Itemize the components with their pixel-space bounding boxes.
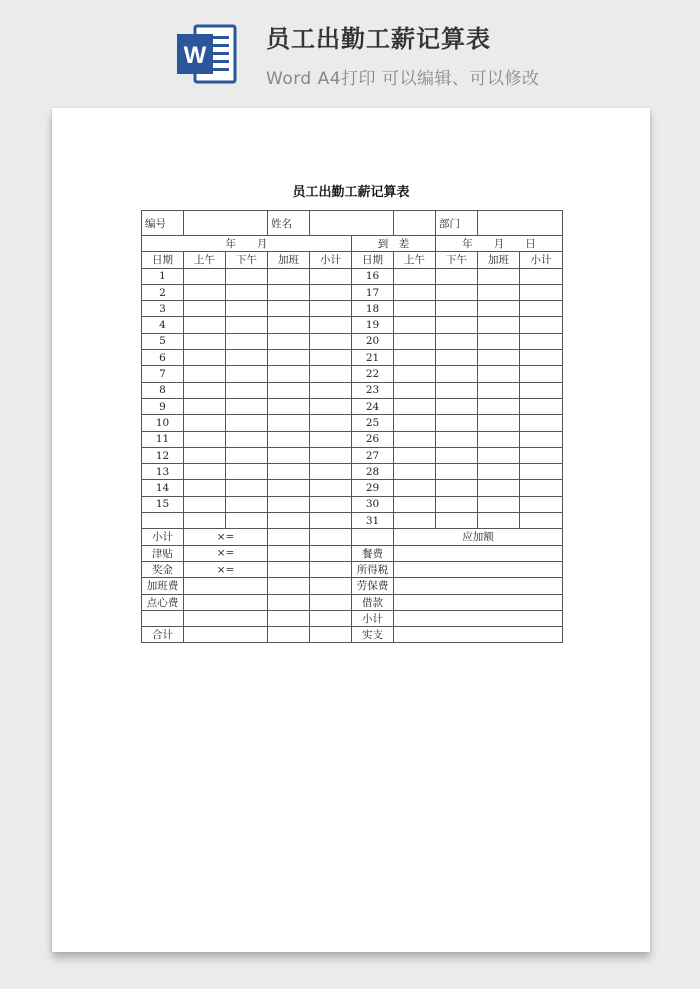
day-number: 2 — [142, 284, 184, 300]
entry-cell[interactable] — [394, 447, 436, 463]
entry-cell[interactable] — [394, 382, 436, 398]
entry-cell[interactable] — [478, 317, 520, 333]
summary-label: 津贴 — [142, 545, 184, 561]
entry-cell[interactable] — [310, 578, 352, 594]
entry-cell[interactable] — [310, 333, 352, 349]
id-label: 编号 — [142, 211, 184, 236]
entry-cell[interactable] — [226, 496, 268, 512]
entry-cell[interactable] — [478, 366, 520, 382]
entry-cell[interactable] — [310, 594, 352, 610]
entry-cell[interactable] — [310, 464, 352, 480]
day-row — [142, 513, 563, 529]
summary-label: 奖金 — [142, 561, 184, 577]
dept-value-cell[interactable] — [478, 211, 563, 236]
entry-cell[interactable] — [310, 447, 352, 463]
entry-cell[interactable] — [478, 350, 520, 366]
entry-cell[interactable] — [520, 496, 563, 512]
entry-cell[interactable] — [310, 382, 352, 398]
summary-row — [142, 529, 563, 545]
entry-cell[interactable] — [394, 333, 436, 349]
entry-cell[interactable] — [184, 480, 226, 496]
entry-cell[interactable] — [478, 447, 520, 463]
day-number: 20 — [352, 333, 394, 349]
entry-cell[interactable] — [520, 447, 563, 463]
entry-cell[interactable] — [394, 464, 436, 480]
entry-cell[interactable] — [310, 513, 352, 529]
summary-row — [142, 594, 563, 610]
day-number: 4 — [142, 317, 184, 333]
entry-cell[interactable] — [520, 398, 563, 414]
entry-cell[interactable] — [184, 350, 226, 366]
entry-cell[interactable] — [310, 317, 352, 333]
day-row — [142, 398, 563, 414]
day-number: 9 — [142, 398, 184, 414]
entry-cell[interactable] — [436, 496, 478, 512]
entry-cell[interactable] — [226, 366, 268, 382]
summary-label: 加班费 — [142, 578, 184, 594]
entry-cell[interactable] — [184, 366, 226, 382]
entry-cell[interactable] — [394, 350, 436, 366]
day-row — [142, 366, 563, 382]
name-label: 姓名 — [268, 211, 310, 236]
entry-cell[interactable] — [268, 496, 310, 512]
day-row — [142, 431, 563, 447]
day-number: 3 — [142, 301, 184, 317]
entry-cell[interactable] — [184, 464, 226, 480]
day-number: 29 — [352, 480, 394, 496]
entry-cell[interactable] — [394, 284, 436, 300]
entry-cell[interactable] — [436, 513, 478, 529]
entry-cell[interactable] — [268, 529, 310, 545]
entry-cell[interactable] — [226, 464, 268, 480]
entry-cell[interactable] — [268, 610, 310, 626]
entry-cell[interactable] — [436, 366, 478, 382]
entry-cell[interactable] — [268, 627, 310, 643]
entry-cell[interactable] — [478, 382, 520, 398]
day-number: 24 — [352, 398, 394, 414]
entry-cell[interactable] — [394, 415, 436, 431]
entry-cell[interactable] — [394, 480, 436, 496]
entry-cell[interactable] — [478, 284, 520, 300]
entry-cell[interactable] — [184, 398, 226, 414]
entry-cell[interactable] — [394, 398, 436, 414]
day-row — [142, 317, 563, 333]
entry-cell[interactable] — [310, 301, 352, 317]
entry-cell[interactable] — [226, 415, 268, 431]
day-row — [142, 382, 563, 398]
day-number: 5 — [142, 333, 184, 349]
entry-cell[interactable] — [310, 268, 352, 284]
entry-cell[interactable] — [520, 268, 563, 284]
entry-cell[interactable] — [520, 301, 563, 317]
column-header: 上午 — [184, 252, 226, 268]
entry-cell[interactable] — [310, 610, 352, 626]
multiply-cell[interactable]: ×= — [184, 529, 268, 545]
day-row — [142, 350, 563, 366]
entry-cell[interactable] — [268, 333, 310, 349]
entry-cell[interactable] — [436, 447, 478, 463]
entry-cell[interactable] — [184, 301, 226, 317]
day-number: 25 — [352, 415, 394, 431]
period-month: 年 月 — [142, 236, 352, 252]
entry-cell[interactable] — [310, 480, 352, 496]
entry-cell[interactable] — [226, 284, 268, 300]
entry-cell[interactable] — [394, 317, 436, 333]
deduction-label: 借款 — [352, 594, 394, 610]
entry-cell[interactable] — [226, 350, 268, 366]
column-header: 加班 — [478, 252, 520, 268]
entry-cell[interactable] — [268, 398, 310, 414]
entry-cell[interactable] — [184, 415, 226, 431]
entry-cell[interactable] — [520, 366, 563, 382]
column-header: 日期 — [352, 252, 394, 268]
header-subtitle: Word A4打印 可以编辑、可以修改 — [266, 69, 540, 89]
entry-cell[interactable] — [268, 382, 310, 398]
day-number — [142, 513, 184, 529]
day-number: 18 — [352, 301, 394, 317]
summary-label — [142, 610, 184, 626]
entry-cell[interactable] — [268, 431, 310, 447]
entry-cell[interactable] — [268, 545, 310, 561]
day-number: 15 — [142, 496, 184, 512]
day-row — [142, 496, 563, 512]
entry-cell[interactable] — [184, 284, 226, 300]
entry-cell[interactable] — [394, 545, 563, 561]
summary-row — [142, 627, 563, 643]
entry-cell[interactable] — [268, 366, 310, 382]
entry-cell[interactable] — [478, 464, 520, 480]
entry-cell[interactable] — [226, 480, 268, 496]
day-row — [142, 301, 563, 317]
day-row — [142, 333, 563, 349]
entry-cell[interactable] — [394, 594, 563, 610]
entry-cell[interactable] — [226, 301, 268, 317]
entry-cell[interactable] — [478, 513, 520, 529]
entry-cell[interactable] — [436, 333, 478, 349]
day-number: 27 — [352, 447, 394, 463]
entry-cell[interactable] — [436, 464, 478, 480]
day-number: 26 — [352, 431, 394, 447]
entry-cell[interactable] — [478, 398, 520, 414]
entry-cell[interactable] — [184, 317, 226, 333]
day-number: 14 — [142, 480, 184, 496]
day-number: 1 — [142, 268, 184, 284]
entry-cell[interactable] — [394, 366, 436, 382]
day-number: 17 — [352, 284, 394, 300]
entry-cell[interactable] — [184, 431, 226, 447]
entry-cell[interactable] — [436, 415, 478, 431]
day-number: 11 — [142, 431, 184, 447]
day-row — [142, 447, 563, 463]
entry-cell[interactable] — [520, 350, 563, 366]
entry-cell[interactable] — [268, 464, 310, 480]
entry-cell[interactable] — [268, 594, 310, 610]
entry-cell[interactable] — [310, 284, 352, 300]
entry-cell[interactable] — [394, 610, 563, 626]
entry-cell[interactable] — [520, 284, 563, 300]
column-header-row — [142, 252, 563, 268]
day-row — [142, 415, 563, 431]
entry-cell[interactable] — [436, 480, 478, 496]
day-number: 22 — [352, 366, 394, 382]
day-number: 10 — [142, 415, 184, 431]
entry-cell[interactable] — [436, 317, 478, 333]
report-date: 年 月 日 — [436, 236, 563, 252]
entry-cell[interactable] — [268, 301, 310, 317]
column-header: 下午 — [436, 252, 478, 268]
entry-cell[interactable] — [520, 415, 563, 431]
entry-cell[interactable] — [436, 268, 478, 284]
day-number: 12 — [142, 447, 184, 463]
id-value-cell[interactable] — [184, 211, 268, 236]
entry-cell[interactable] — [436, 284, 478, 300]
entry-cell[interactable] — [394, 301, 436, 317]
name-value-cell[interactable] — [310, 211, 394, 236]
entry-cell[interactable] — [226, 513, 268, 529]
entry-cell[interactable] — [268, 578, 310, 594]
summary-label: 点心费 — [142, 594, 184, 610]
deduction-label — [352, 529, 394, 545]
entry-cell[interactable] — [226, 447, 268, 463]
entry-cell[interactable] — [184, 333, 226, 349]
summary-label: 小计 — [142, 529, 184, 545]
multiply-cell[interactable]: ×= — [184, 561, 268, 577]
entry-cell[interactable] — [520, 317, 563, 333]
multiply-cell[interactable] — [184, 610, 268, 626]
entry-cell[interactable] — [268, 284, 310, 300]
entry-cell[interactable] — [268, 268, 310, 284]
entry-cell[interactable] — [520, 480, 563, 496]
entry-cell[interactable] — [310, 545, 352, 561]
column-header: 小计 — [520, 252, 563, 268]
entry-cell[interactable] — [184, 496, 226, 512]
entry-cell[interactable] — [310, 366, 352, 382]
document-page — [52, 108, 650, 952]
summary-label: 合计 — [142, 627, 184, 643]
entry-cell[interactable] — [310, 415, 352, 431]
multiply-cell[interactable] — [184, 594, 268, 610]
entry-cell[interactable] — [394, 578, 563, 594]
deduction-label: 小计 — [352, 610, 394, 626]
day-row — [142, 284, 563, 300]
entry-cell[interactable] — [436, 350, 478, 366]
entry-cell[interactable] — [310, 561, 352, 577]
entry-cell[interactable] — [394, 513, 436, 529]
deduction-label: 劳保费 — [352, 578, 394, 594]
entry-cell[interactable] — [520, 431, 563, 447]
entry-cell[interactable] — [478, 333, 520, 349]
entry-cell[interactable] — [478, 415, 520, 431]
entry-cell[interactable] — [478, 496, 520, 512]
name-value-cell-extra[interactable] — [394, 211, 436, 236]
header-title: 员工出勤工薪记算表 — [266, 25, 491, 53]
attendance-table — [141, 210, 563, 643]
extra-amount-header: 应加额 — [394, 529, 563, 545]
day-number: 6 — [142, 350, 184, 366]
deduction-label: 餐费 — [352, 545, 394, 561]
entry-cell[interactable] — [520, 382, 563, 398]
page-header — [0, 0, 700, 100]
entry-cell[interactable] — [520, 464, 563, 480]
entry-cell[interactable] — [394, 561, 563, 577]
entry-cell[interactable] — [436, 301, 478, 317]
day-number: 19 — [352, 317, 394, 333]
entry-cell[interactable] — [226, 268, 268, 284]
entry-cell[interactable] — [310, 398, 352, 414]
entry-cell[interactable] — [226, 398, 268, 414]
entry-cell[interactable] — [394, 496, 436, 512]
info-row — [142, 211, 563, 236]
period-row — [142, 236, 563, 252]
day-number: 28 — [352, 464, 394, 480]
entry-cell[interactable] — [226, 333, 268, 349]
day-row — [142, 464, 563, 480]
entry-cell[interactable] — [310, 529, 352, 545]
svg-text:W: W — [183, 42, 207, 69]
entry-cell[interactable] — [394, 268, 436, 284]
entry-cell[interactable] — [520, 333, 563, 349]
day-number: 23 — [352, 382, 394, 398]
multiply-cell[interactable] — [184, 627, 268, 643]
entry-cell[interactable] — [310, 627, 352, 643]
word-document-icon — [175, 22, 239, 86]
column-header: 加班 — [268, 252, 310, 268]
entry-cell[interactable] — [478, 301, 520, 317]
entry-cell[interactable] — [436, 382, 478, 398]
entry-cell[interactable] — [436, 431, 478, 447]
document-title: 员工出勤工薪记算表 — [292, 185, 410, 200]
entry-cell[interactable] — [394, 431, 436, 447]
day-number: 31 — [352, 513, 394, 529]
day-number: 8 — [142, 382, 184, 398]
entry-cell[interactable] — [478, 268, 520, 284]
entry-cell[interactable] — [268, 561, 310, 577]
column-header: 下午 — [226, 252, 268, 268]
entry-cell[interactable] — [226, 317, 268, 333]
entry-cell[interactable] — [394, 627, 563, 643]
summary-row — [142, 561, 563, 577]
entry-cell[interactable] — [184, 513, 226, 529]
report-label: 到 差 — [352, 236, 436, 252]
summary-row — [142, 610, 563, 626]
multiply-cell[interactable] — [184, 578, 268, 594]
day-number: 13 — [142, 464, 184, 480]
summary-row — [142, 578, 563, 594]
entry-cell[interactable] — [436, 398, 478, 414]
entry-cell[interactable] — [268, 317, 310, 333]
summary-row — [142, 545, 563, 561]
multiply-cell[interactable]: ×= — [184, 545, 268, 561]
entry-cell[interactable] — [268, 513, 310, 529]
entry-cell[interactable] — [226, 431, 268, 447]
column-header: 日期 — [142, 252, 184, 268]
dept-label: 部门 — [436, 211, 478, 236]
entry-cell[interactable] — [310, 431, 352, 447]
entry-cell[interactable] — [184, 447, 226, 463]
deduction-label: 所得税 — [352, 561, 394, 577]
entry-cell[interactable] — [478, 431, 520, 447]
day-row — [142, 268, 563, 284]
entry-cell[interactable] — [184, 382, 226, 398]
entry-cell[interactable] — [226, 382, 268, 398]
entry-cell[interactable] — [520, 513, 563, 529]
day-number: 21 — [352, 350, 394, 366]
day-row — [142, 480, 563, 496]
day-number: 7 — [142, 366, 184, 382]
deduction-label: 实支 — [352, 627, 394, 643]
entry-cell[interactable] — [310, 496, 352, 512]
entry-cell[interactable] — [184, 268, 226, 284]
column-header: 上午 — [394, 252, 436, 268]
entry-cell[interactable] — [268, 415, 310, 431]
entry-cell[interactable] — [268, 480, 310, 496]
entry-cell[interactable] — [478, 480, 520, 496]
entry-cell[interactable] — [268, 447, 310, 463]
column-header: 小计 — [310, 252, 352, 268]
entry-cell[interactable] — [268, 350, 310, 366]
entry-cell[interactable] — [310, 350, 352, 366]
day-number: 30 — [352, 496, 394, 512]
day-number: 16 — [352, 268, 394, 284]
